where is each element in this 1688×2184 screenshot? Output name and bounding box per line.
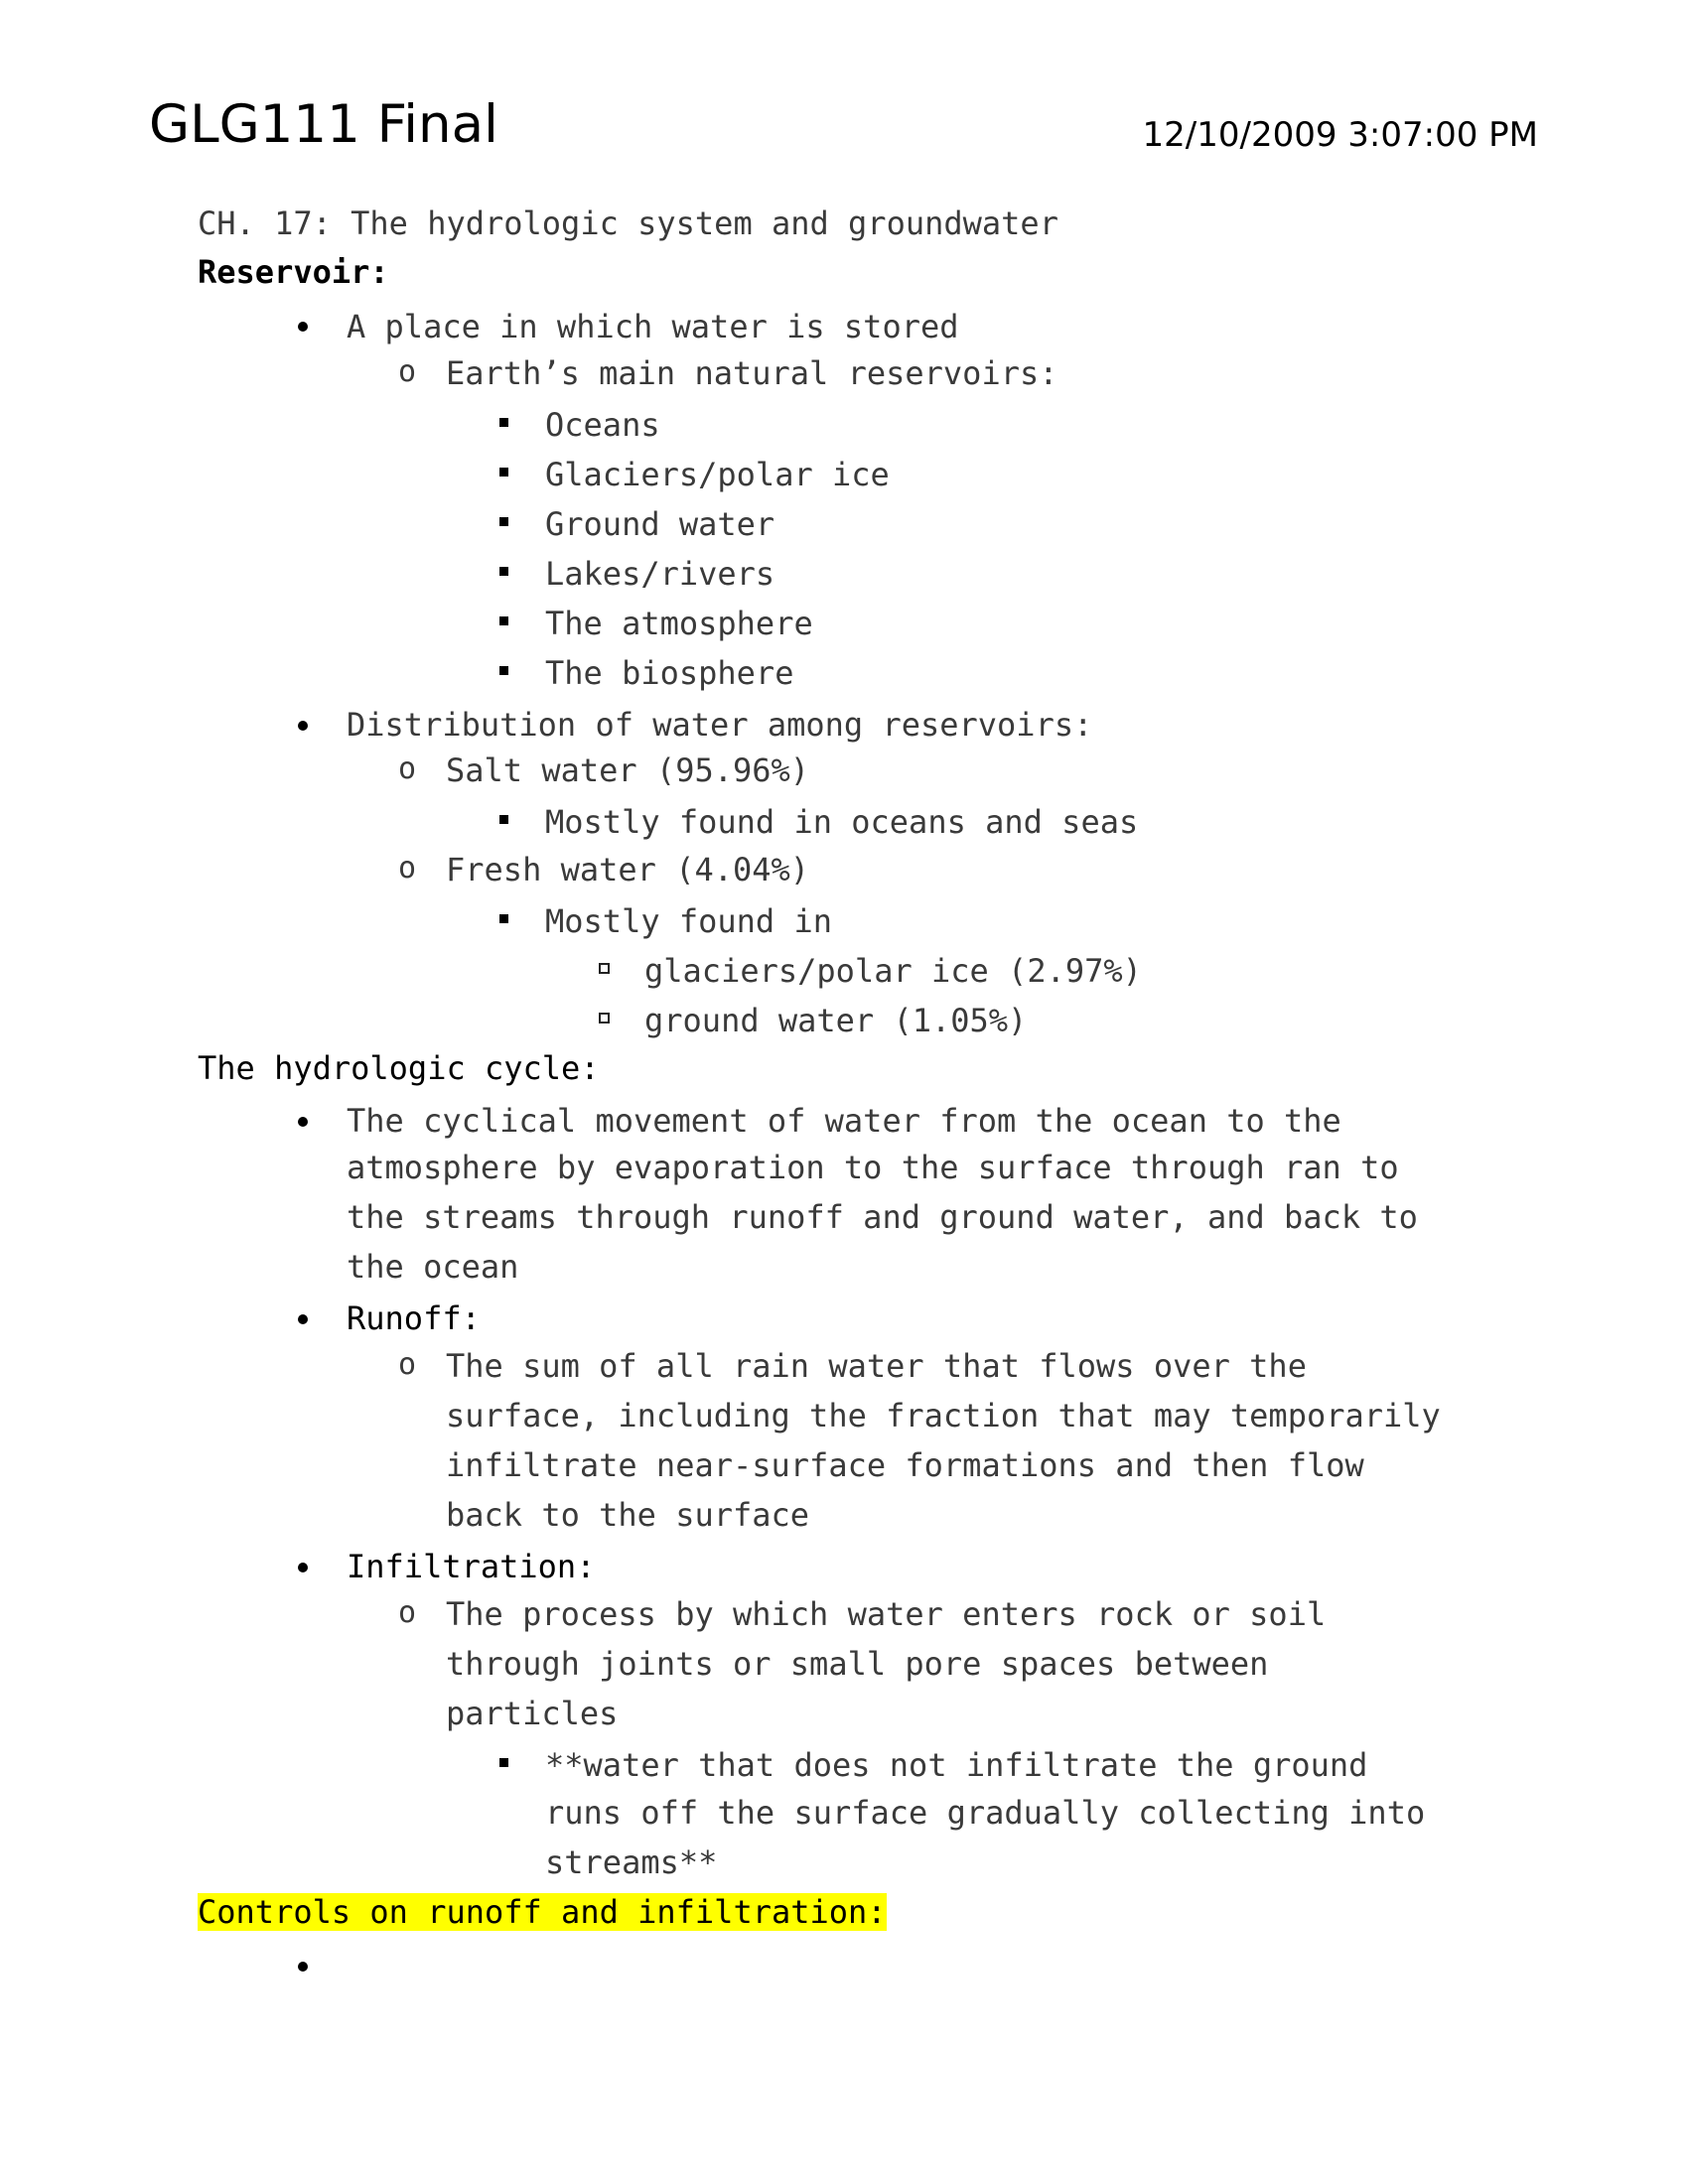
cycle-definition-line: The cyclical movement of water from the ocean to the xyxy=(347,1102,1341,1140)
reservoir-item: Ground water xyxy=(545,505,775,543)
distribution-label: Distribution of water among reservoirs: xyxy=(347,706,1093,744)
reservoir-heading: Reservoir: xyxy=(198,253,389,291)
bullet-disc xyxy=(298,1117,308,1127)
cycle-definition-line: the streams through runoff and ground water, and back to xyxy=(347,1198,1418,1236)
reservoir-item: The biosphere xyxy=(545,654,794,692)
bullet-hollow-square xyxy=(599,963,610,974)
bullet-square xyxy=(499,815,508,824)
cycle-definition-line: atmosphere by evaporation to the surface through ran to xyxy=(347,1149,1399,1186)
bullet-circle: o xyxy=(398,1595,417,1630)
bullet-disc xyxy=(298,1962,308,1972)
hydrologic-cycle-heading: The hydrologic cycle: xyxy=(198,1049,600,1087)
salt-water: Salt water (95.96%) xyxy=(446,751,810,789)
bullet-hollow-square xyxy=(599,1013,610,1024)
fresh-water-item: glaciers/polar ice (2.97%) xyxy=(644,952,1142,990)
runoff-definition-line: The sum of all rain water that flows over the xyxy=(446,1347,1307,1385)
main-reservoirs-label: Earth’s main natural reservoirs: xyxy=(446,354,1058,392)
infiltration-note-line: runs off the surface gradually collecting into xyxy=(545,1794,1426,1832)
runoff-label: Runoff: xyxy=(347,1299,481,1337)
runoff-definition-line: infiltrate near-surface formations and then flow xyxy=(446,1446,1364,1484)
fresh-water-note: Mostly found in xyxy=(545,902,832,940)
reservoir-definition: A place in which water is stored xyxy=(347,308,959,345)
bullet-disc xyxy=(298,322,308,332)
controls-heading xyxy=(198,1890,887,1934)
bullet-square xyxy=(499,567,508,576)
fresh-water: Fresh water (4.04%) xyxy=(446,851,810,888)
bullet-square xyxy=(499,468,508,477)
salt-water-note: Mostly found in oceans and seas xyxy=(545,803,1139,841)
bullet-circle: o xyxy=(398,354,417,389)
bullet-disc xyxy=(298,1314,308,1324)
reservoir-item: Lakes/rivers xyxy=(545,555,775,593)
document-title: GLG111 Final xyxy=(149,94,498,155)
reservoir-item: The atmosphere xyxy=(545,605,813,642)
runoff-definition-line: surface, including the fraction that may temporarily xyxy=(446,1397,1441,1434)
chapter-heading: CH. 17: The hydrologic system and groundwater xyxy=(198,205,1058,242)
bullet-square xyxy=(499,517,508,526)
infiltration-definition-line: through joints or small pore spaces between xyxy=(446,1645,1269,1683)
bullet-disc xyxy=(298,721,308,731)
runoff-definition-line: back to the surface xyxy=(446,1496,810,1534)
bullet-square xyxy=(499,666,508,675)
bullet-square xyxy=(499,1758,508,1767)
reservoir-item: Glaciers/polar ice xyxy=(545,456,890,493)
bullet-circle: o xyxy=(398,751,417,786)
bullet-square xyxy=(499,616,508,625)
bullet-circle: o xyxy=(398,1347,417,1382)
infiltration-note-line: streams** xyxy=(545,1843,718,1881)
fresh-water-item: ground water (1.05%) xyxy=(644,1002,1028,1039)
bullet-circle: o xyxy=(398,851,417,886)
document-date: 12/10/2009 3:07:00 PM xyxy=(1142,115,1538,155)
cycle-definition-line: the ocean xyxy=(347,1248,519,1286)
bullet-square xyxy=(499,418,508,427)
infiltration-note-line: **water that does not infiltrate the ground xyxy=(545,1746,1368,1784)
highlight: Controls on runoff and infiltration: xyxy=(198,1893,887,1931)
reservoir-item: Oceans xyxy=(545,406,660,444)
bullet-square xyxy=(499,914,508,923)
infiltration-definition-line: The process by which water enters rock or soil xyxy=(446,1595,1327,1633)
infiltration-label: Infiltration: xyxy=(347,1548,596,1585)
bullet-disc xyxy=(298,1563,308,1572)
infiltration-definition-line: particles xyxy=(446,1695,619,1732)
